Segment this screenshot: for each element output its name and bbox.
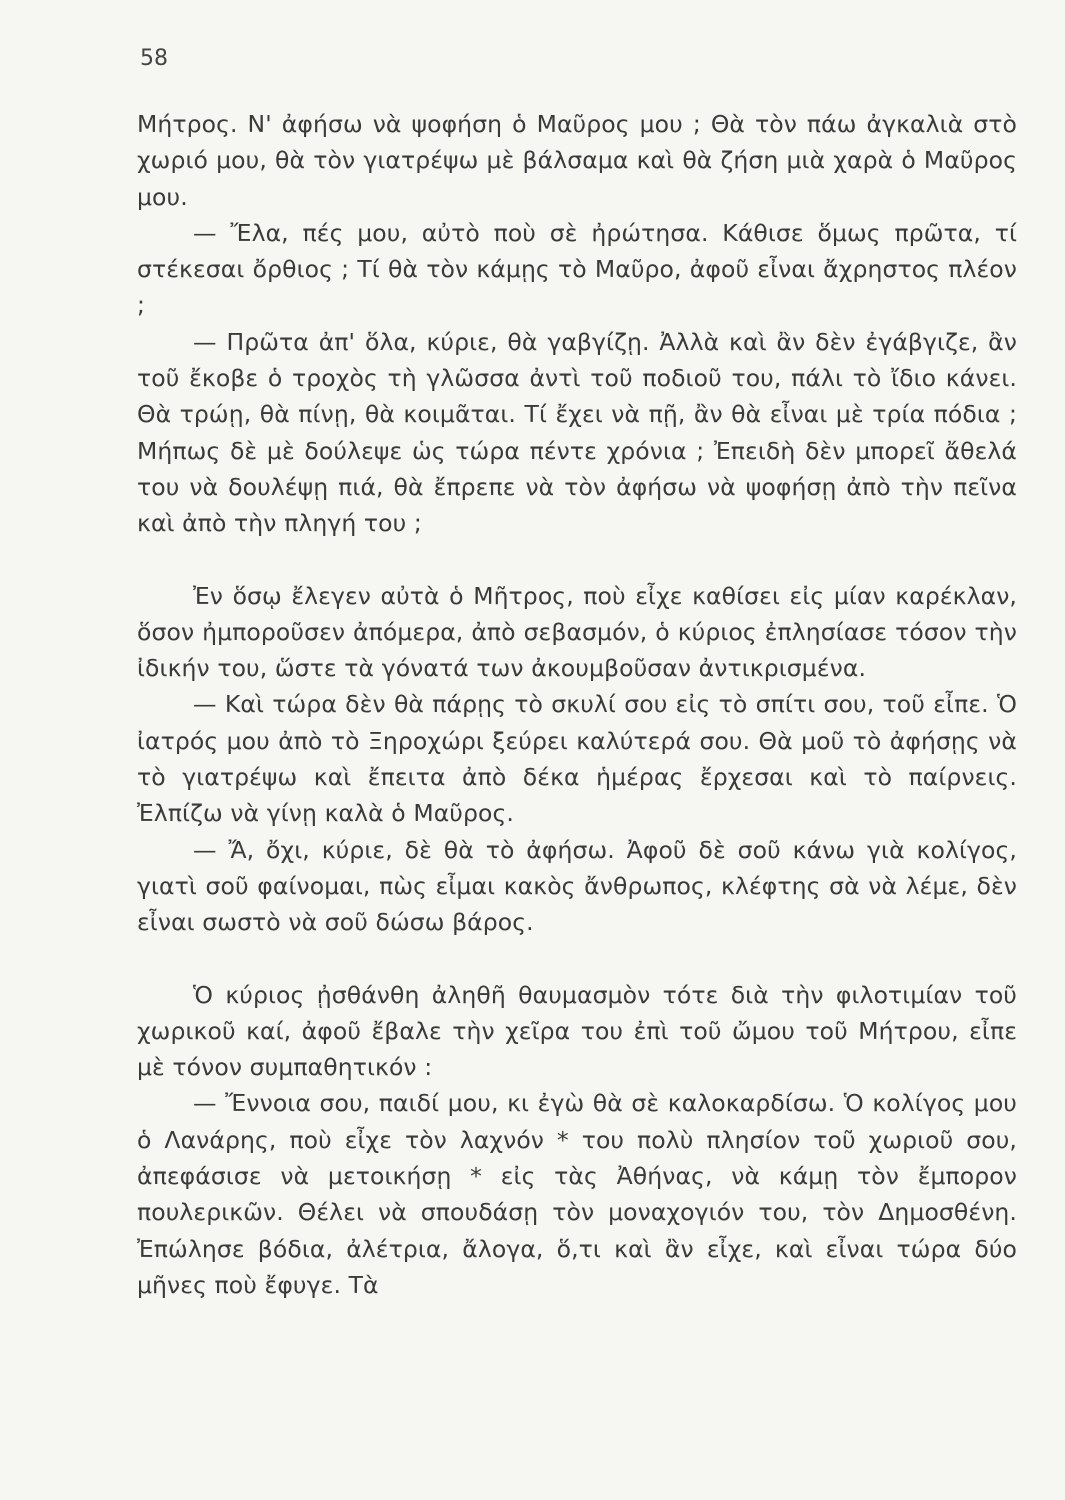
paragraph-6: — Ἄ, ὄχι, κύριε, δὲ θὰ τὸ ἀφήσω. Ἀφοῦ δὲ σοῦ κάνω γιὰ κολίγος, γιατὶ σοῦ φαίνομαι, πὼς εἶμαι κακὸς ἄνθρωπος, κλέφτης σὰ νὰ λέμε, δὲν εἶναι σωστὸ νὰ σοῦ δώσω βάρος.: [137, 835, 1017, 937]
paragraph-3: — Πρῶτα ἀπ' ὅλα, κύριε, θὰ γαβγίζῃ. Ἀλλὰ καὶ ἂν δὲν ἐγάβγιζε, ἂν τοῦ ἔκοβε ὁ τροχὸς τὴ γλῶσσα ἀντὶ τοῦ ποδιοῦ του, πάλι τὸ ἴδιο κάνει. Θὰ τρώῃ, θὰ πίνῃ, θὰ κοιμᾶται. Τί ἔχει νὰ πῇ, ἂν θὰ εἶναι μὲ τρία πόδια ; Μήπως δὲ μὲ δούλεψε ὡς τώρα πέντε χρόνια ; Ἐπειδὴ δὲν μπορεῖ ἄθελά του νὰ δουλέψῃ πιά, θὰ ἔπρεπε νὰ τὸν ἀφήσω νὰ ψοφήσῃ ἀπὸ τὴν πεῖνα καὶ ἀπὸ τὴν πληγή του ;: [137, 327, 1017, 538]
paragraph-5: — Καὶ τώρα δὲν θὰ πάρῃς τὸ σκυλί σου εἰς τὸ σπίτι σου, τοῦ εἶπε. Ὁ ἰατρός μου ἀπὸ τὸ Ξηροχώρι ξεύρει καλύτερά σου. Θὰ μοῦ τὸ ἀφήσῃς νὰ τὸ γιατρέψω καὶ ἔπειτα ἀπὸ δέκα ἡμέρας ἔρχεσαι καὶ τὸ παίρνεις. Ἐλπίζω νὰ γίνῃ καλὰ ὁ Μαῦρος.: [137, 690, 1017, 828]
paragraph-4: Ἐν ὅσῳ ἔλεγεν αὐτὰ ὁ Μῆτρος, ποὺ εἶχε καθίσει εἰς μίαν καρέκλαν, ὅσον ἠμποροῦσεν ἀπόμερα, ἀπὸ σεβασμόν, ὁ κύριος ἐπλησίασε τόσον τὴν ἰδικήν του, ὥστε τὰ γόνατά των ἀκουμβοῦσαν ἀντικρισμένα.: [137, 581, 1017, 683]
paragraph-8: — Ἔννοια σου, παιδί μου, κι ἐγὼ θὰ σὲ καλοκαρδίσω. Ὁ κολίγος μου ὁ Λανάρης, ποὺ εἶχε τὸν λαχνόν * του πολὺ πλησίον τοῦ χωριοῦ σου, ἀπεφάσισε νὰ μετοικήσῃ * εἰς τὰς Ἀθήνας, νὰ κάμῃ τὸν ἔμπορον πουλερικῶν. Θέλει νὰ σπουδάσῃ τὸν μοναχογιόν του, τὸν Δημοσθένη. Ἐπώλησε βόδια, ἀλέτρια, ἄλογα, ὅ,τι καὶ ἂν εἶχε, καὶ εἶναι τώρα δύο μῆνες ποὺ ἔφυγε. Τὰ: [137, 1089, 1017, 1299]
paragraph-2: — Ἔλα, πές μου, αὐτὸ ποὺ σὲ ἠρώτησα. Κάθισε ὅμως πρῶτα, τί στέκεσαι ὄρθιος ; Τί θὰ τὸν κάμῃς τὸ Μαῦρο, ἀφοῦ εἶναι ἄχρηστος πλέον ;: [137, 218, 1017, 320]
page-number: 58: [140, 46, 168, 71]
text-body: [137, 106, 1017, 1303]
paragraph-1: Μήτρος. Ν' ἀφήσω νὰ ψοφήση ὁ Μαῦρος μου ; Θὰ τὸν πάω ἀγκαλιὰ στὸ χωριό μου, θὰ τὸν γιατρέψω μὲ βάλσαμα καὶ θὰ ζήση μιὰ χαρὰ ὁ Μαῦρος μου.: [137, 110, 1017, 211]
paragraph-7: Ὁ κύριος ᾐσθάνθη ἀληθῆ θαυμασμὸν τότε διὰ τὴν φιλοτιμίαν τοῦ χωρικοῦ καί, ἀφοῦ ἔβαλε τὴν χεῖρα του ἐπὶ τοῦ ὤμου τοῦ Μήτρου, εἶπε μὲ τόνον συμπαθητικόν :: [137, 980, 1017, 1082]
